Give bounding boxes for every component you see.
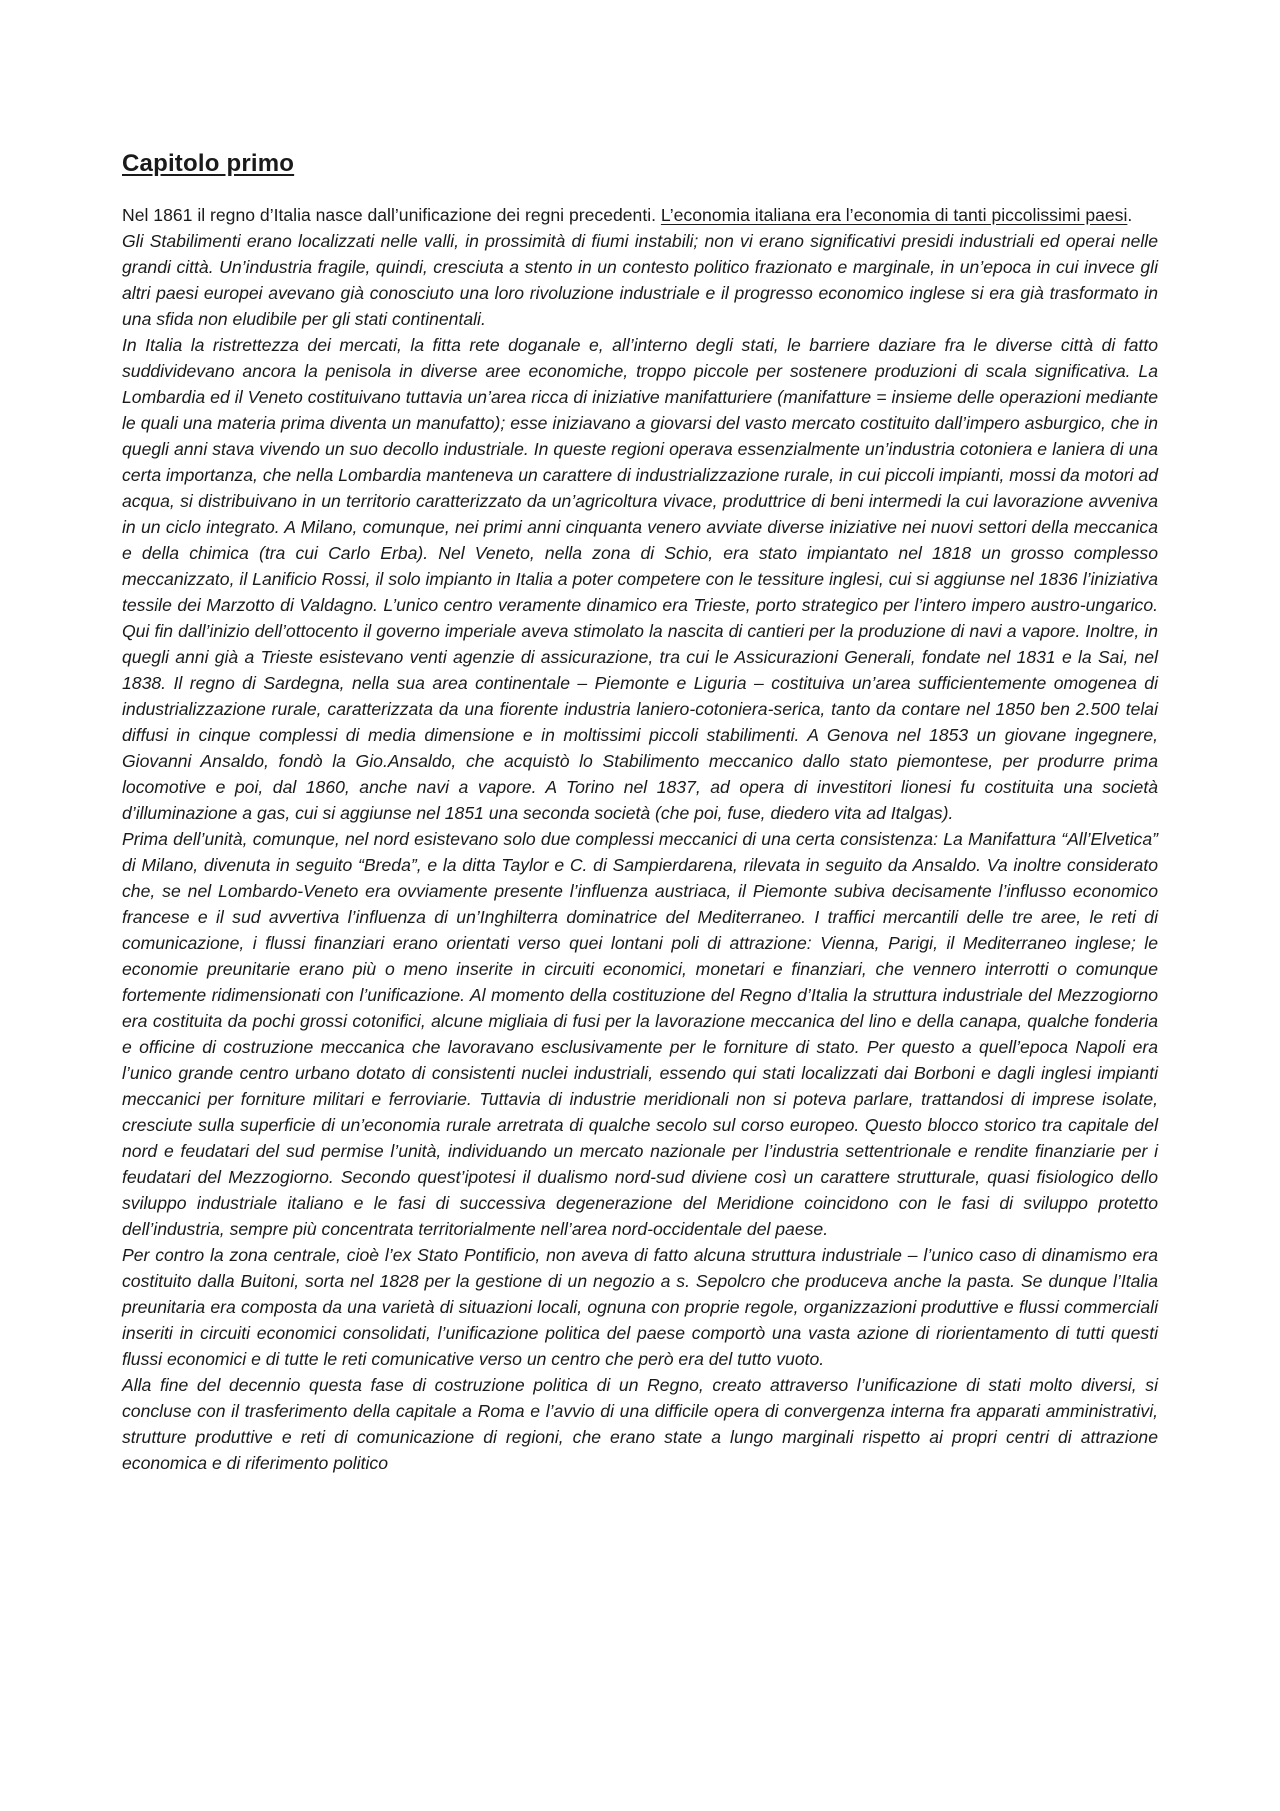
intro-underlined-text: L’economia italiana era l’economia di tanti piccolissimi paesi xyxy=(660,205,1128,225)
intro-lead: Nel 1861 il regno d’Italia nasce dall’unificazione dei regni precedenti. xyxy=(122,205,661,225)
intro-paragraph xyxy=(122,202,1158,228)
paragraph-fine-decennio: Alla fine del decennio questa fase di costruzione politica di un Regno, creato attraverso l’unificazione di stati molto diversi, si concluse con il trasferimento della capitale a Roma e l’avvio di una difficile opera di convergenza interna fra apparati amministrativi, strutture produttive e reti di comunicazione di regioni, che erano state a lungo marginali rispetto ai propri centri di attrazione economica e di riferimento politico xyxy=(122,1375,1158,1473)
paragraph-mercati: In Italia la ristrettezza dei mercati, la fitta rete doganale e, all’interno degli stati, le barriere daziare fra le diverse città di fatto suddividevano ancora la penisola in diverse aree economiche, troppo piccole per sostenere produzioni di scala significativa. La Lombardia ed il Veneto costituivano tuttavia un’area ricca di iniziative manifatturiere (manifatture = insieme delle operazioni mediante le quali una materia prima diventa un manufatto); esse iniziavano a giovarsi del vasto mercato costituito dall’impero asburgico, che in quegli anni stava vivendo un suo decollo industriale. In queste regioni operava essenzialmente un’industria cotoniera e laniera di una certa importanza, che nella Lombardia manteneva un carattere di industrializzazione rurale, in cui piccoli impianti, mossi da motori ad acqua, si distribuivano in un territorio caratterizzato da un’agricoltura vivace, produttrice di beni intermedi la cui lavorazione avveniva in un ciclo integrato. A Milano, comunque, nei primi anni cinquanta venero avviate diverse iniziative nei nuovi settori della meccanica e della chimica (tra cui Carlo Erba). Nel Veneto, nella zona di Schio, era stato impiantato nel 1818 un grosso complesso meccanizzato, il Lanificio Rossi, il solo impianto in Italia a poter competere con le tessiture inglesi, cui si aggiunse nel 1836 l’iniziativa tessile dei Marzotto di Valdagno. L’unico centro veramente dinamico era Trieste, porto strategico per l’intero impero austro-ungarico. Qui fin dall’inizio dell’ottocento il governo imperiale aveva stimolato la nascita di cantieri per la produzione di navi a vapore. Inoltre, in quegli anni già a Trieste esistevano venti agenzie di assicurazione, tra cui le Assicurazioni Generali, fondate nel 1831 e la Sai, nel 1838. Il regno di Sardegna, nella sua area continentale – Piemonte e Liguria – costituiva un’area sufficientemente omogenea di industrializzazione rurale, caratterizzata da una fiorente industria laniero-cotoniera-serica, tanto da contare nel 1850 ben 2.500 telai diffusi in cinque complessi di media dimensione e in moltissimi piccoli stabilimenti. A Genova nel 1853 un giovane ingegnere, Giovanni Ansaldo, fondò la Gio.Ansaldo, che acquistò lo Stabilimento meccanico dallo stato piemontese, per produrre prima locomotive e poi, dal 1860, anche navi a vapore. A Torino nel 1837, ad opera di investitori lionesi fu costituita una società d’illuminazione a gas, cui si aggiunse nel 1851 una seconda società (che poi, fuse, diedero vita ad Italgas). xyxy=(122,335,1158,823)
document-page xyxy=(122,150,1158,1476)
chapter-title: Capitolo primo xyxy=(122,150,295,177)
paragraph-stabilimenti: Gli Stabilimenti erano localizzati nelle valli, in prossimità di fiumi instabili; non vi erano significativi presidi industriali ed operai nelle grandi città. Un’industria fragile, quindi, cresciuta a stento in un contesto politico frazionato e marginale, in un’epoca in cui invece gli altri paesi europei avevano già conosciuto una loro rivoluzione industriale e il progresso economico inglese si era già trasformato in una sfida non eludibile per gli stati continentali. xyxy=(122,231,1158,329)
intro-trail: . xyxy=(1127,205,1133,225)
paragraph-zona-centrale: Per contro la zona centrale, cioè l’ex Stato Pontificio, non aveva di fatto alcuna struttura industriale – l’unico caso di dinamismo era costituito dalla Buitoni, sorta nel 1828 per la gestione di un negozio a s. Sepolcro che produceva anche la pasta. Se dunque l’Italia preunitaria era composta da una varietà di situazioni locali, ognuna con proprie regole, organizzazioni produttive e flussi commerciali inseriti in circuiti economici consolidati, l’unificazione politica del paese comportò una vasta azione di riorientamento di tutti questi flussi economici e di tutte le reti comunicative verso un centro che però era del tutto vuoto. xyxy=(122,1245,1158,1369)
paragraph-unita: Prima dell’unità, comunque, nel nord esistevano solo due complessi meccanici di una certa consistenza: La Manifattura “All’Elvetica” di Milano, divenuta in seguito “Breda”, e la ditta Taylor e C. di Sampierdarena, rilevata in seguito da Ansaldo. Va inoltre considerato che, se nel Lombardo-Veneto era ovviamente presente l’influenza austriaca, il Piemonte subiva decisamente l’influsso economico francese e il sud avvertiva l’influenza di un’Inghilterra dominatrice del Mediterraneo. I traffici mercantili delle tre aree, le reti di comunicazione, i flussi finanziari erano orientati verso quei lontani poli di attrazione: Vienna, Parigi, il Mediterraneo inglese; le economie preunitarie erano più o meno inserite in circuiti economici, monetari e finanziari, che vennero interrotti o comunque fortemente ridimensionati con l’unificazione. Al momento della costituzione del Regno d’Italia la struttura industriale del Mezzogiorno era costituita da pochi grossi cotonifici, alcune migliaia di fusi per la lavorazione meccanica del lino e della canapa, qualche fonderia e officine di costruzione meccanica che lavoravano esclusivamente per le forniture di stato. Per questo a quell’epoca Napoli era l’unico grande centro urbano dotato di consistenti nuclei industriali, essendo qui stati localizzati dai Borboni e dagli inglesi impianti meccanici per forniture militari e ferroviarie. Tuttavia di industrie meridionali non si poteva parlare, trattandosi di imprese isolate, cresciute sulla superficie di un’economia rurale arretrata di qualche secolo sul corso europeo. Questo blocco storico tra capitale del nord e feudatari del sud permise l’unità, individuando un mercato nazionale per l’industria settentrionale e rendite finanziarie per i feudatari del Mezzogiorno. Secondo quest’ipotesi il dualismo nord-sud diviene così un carattere strutturale, quasi fisiologico dello sviluppo industriale italiano e le fasi di successiva degenerazione del Meridione coincidono con le fasi di sviluppo protetto dell’industria, sempre più concentrata territorialmente nell’area nord-occidentale del paese. xyxy=(122,829,1158,1239)
